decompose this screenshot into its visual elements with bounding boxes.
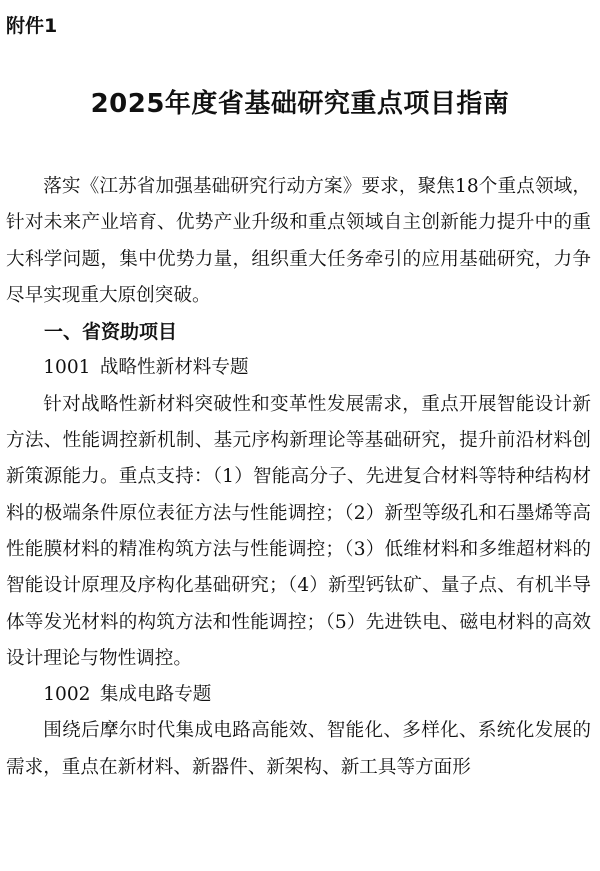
topic-code: 1002 [43, 684, 91, 706]
document-title: 2025年度省基础研究重点项目指南 [90, 89, 510, 119]
topic-heading-1002 [6, 677, 591, 713]
section-heading: 一、省资助项目 [44, 321, 178, 344]
topic-name: 战略性新材料专题 [99, 357, 249, 379]
topic-paragraph-1002: 围绕后摩尔时代集成电路高能效、智能化、多样化、系统化发展的需求，重点在新材料、新器件、新架构、新工具等方面形 [6, 720, 591, 778]
intro-paragraph: 落实《江苏省加强基础研究行动方案》要求，聚焦18个重点领域，针对未来产业培育、优势产业升级和重点领域自主创新能力提升中的重大科学问题，集中优势力量，组织重大任务牵引的应用基础研究，力争尽早实现重大原创突破。 [6, 176, 591, 306]
document-body [6, 169, 591, 786]
topic-paragraph-1001: 针对战略性新材料突破性和变革性发展需求，重点开展智能设计新方法、性能调控新机制、基元序构新理论等基础研究，提升前沿材料创新策源能力。重点支持：（1）智能高分子、先进复合材料等特种结构材料的极端条件原位表征方法与性能调控；（2）新型等级孔和石墨烯等高性能膜材料的精准构筑方法与性能调控；（3）低维材料和多维超材料的智能设计原理及序构化基础研究；（4）新型钙钛矿、量子点、有机半导体等发光材料的构筑方法和性能调控；（5）先进铁电、磁电材料的高效设计理论与物性调控。 [6, 393, 591, 669]
attachment-label: 附件1 [6, 15, 58, 37]
topic-code: 1001 [43, 357, 91, 379]
topic-name: 集成电路专题 [99, 684, 212, 706]
topic-heading-1001 [6, 350, 591, 386]
